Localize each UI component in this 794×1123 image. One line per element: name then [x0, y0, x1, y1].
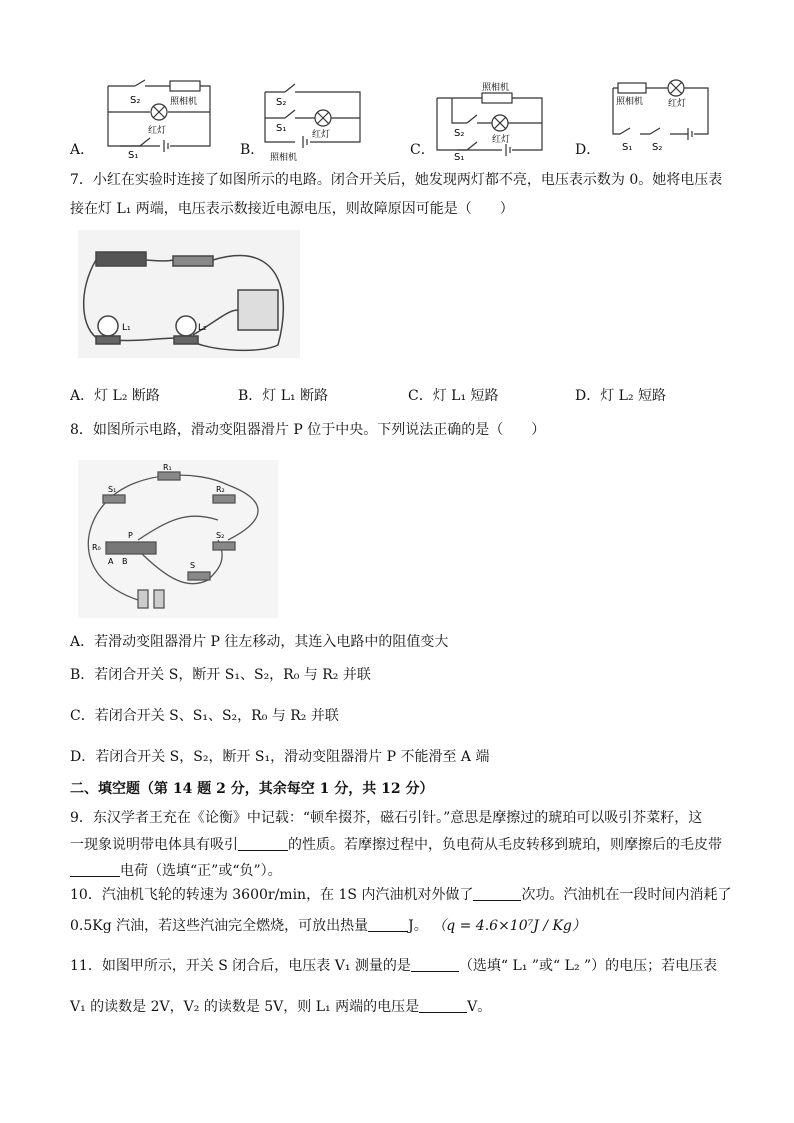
q8-photo-r0: R₀: [92, 543, 101, 552]
q11-line2: [70, 997, 491, 1017]
q10-line2-a: 0.5Kg 汽油，若这些汽油完全燃烧，可放出热量: [70, 918, 369, 934]
q11-line2-a: V₁ 的读数是 2V，V₂ 的读数是 5V，则 L₁ 两端的电压是: [70, 999, 420, 1015]
q9-line3-text: 电荷（选填“正”或“负”）。: [120, 863, 282, 879]
q6b-lamp: 红灯: [312, 130, 331, 140]
q6a-s1: S₁: [128, 150, 139, 161]
q8-photo-r2: R₂: [216, 485, 225, 494]
q6-circuit-a: [100, 76, 215, 161]
q6c-s2: S₂: [454, 128, 465, 139]
q10-line1-a: 10．汽油机飞轮的转速为 3600r/min，在 1S 内汽油机对外做了: [70, 887, 474, 903]
q11-line1-a: 11．如图甲所示，开关 S 闭合后，电压表 V₁ 测量的是: [70, 958, 411, 974]
q9-blank-2[interactable]: [70, 862, 120, 877]
q6d-s2: S₂: [652, 142, 663, 153]
q9-line2-b: 的性质。若摩擦过程中，负电荷从毛皮转移到琥珀，则摩擦后的毛皮带: [288, 837, 722, 853]
q7-stem-line2: 接在灯 L₁ 两端，电压表示数接近电源电压，则故障原因可能是（ ）: [70, 201, 514, 217]
q10-blank-1[interactable]: [473, 886, 521, 901]
q9-line2-a: 一现象说明带电体具有吸引: [70, 837, 238, 853]
q8-photo-s1: S₁: [108, 485, 117, 494]
q10-blank-2[interactable]: [368, 917, 408, 932]
q8-photo-p: P: [128, 531, 133, 540]
q8-circuit-photo: [78, 460, 278, 618]
q6b-s1: S₁: [276, 123, 287, 134]
q6-option-d: D．: [575, 142, 601, 158]
q10-line2-b: J。: [408, 918, 428, 934]
q6-circuit-b: [260, 80, 365, 163]
q7-circuit-photo: [78, 230, 300, 358]
q10-line1-b: 次功。汽油机在一段时间内消耗了: [521, 887, 732, 903]
section2-heading: 二、填空题（第 14 题 2 分，其余每空 1 分，共 12 分）: [70, 781, 434, 797]
q8-photo-a: A: [108, 557, 114, 566]
q9-line1: 9．东汉学者王充在《论衡》中记载：“顿牟掇芥，磁石引针。”意思是摩擦过的琥珀可以吸引芥菜籽，这: [70, 810, 703, 826]
q8-photo-r1: R₁: [163, 463, 172, 472]
q6d-s1: S₁: [622, 142, 633, 153]
q6-option-a: A．: [70, 142, 95, 158]
q8-option-d: D．若闭合开关 S，S₂，断开 S₁，滑动变阻器滑片 P 不能滑至 A 端: [70, 749, 490, 765]
q6a-s2: S₂: [130, 95, 141, 106]
q11-line1-b: （选填“ L₁ ”或“ L₂ ”）的电压；若电压表: [458, 958, 718, 974]
q6-option-b: B．: [240, 142, 265, 158]
q6-circuit-c: [432, 78, 547, 163]
q6-circuit-d: [608, 72, 713, 157]
q6d-camera: 照相机: [616, 97, 644, 107]
q6b-camera: 照相机: [270, 153, 298, 163]
q8-stem: 8．如图所示电路，滑动变阻器滑片 P 位于中央。下列说法正确的是（ ）: [70, 422, 546, 438]
q6d-lamp: 红灯: [668, 99, 687, 109]
q7-option-a: A．灯 L₂ 断路: [70, 388, 160, 404]
q8-photo-s: S: [190, 561, 196, 570]
q8-photo-b: B: [122, 557, 128, 566]
q7-photo-l1: L₁: [122, 323, 131, 333]
q9-blank-1[interactable]: [238, 836, 288, 851]
q10-formula: （q = 4.6×10⁷J / Kg）: [432, 918, 586, 934]
q7-option-d: D．灯 L₂ 短路: [575, 388, 667, 404]
q6-diagram-row: [70, 68, 730, 163]
q11-blank-1[interactable]: [411, 957, 459, 972]
q7-stem-line1: 7．小红在实验时连接了如图所示的电路。闭合开关后，她发现两灯都不亮，电压表示数为 0。她将电压表: [70, 172, 723, 188]
q8-option-a: A．若滑动变阻器滑片 P 往左移动，其连入电路中的阻值变大: [70, 634, 449, 650]
q11-blank-2[interactable]: [419, 998, 467, 1013]
q9-line2: [70, 835, 722, 855]
q6c-camera: 照相机: [482, 83, 510, 93]
q11-line2-b: V。: [467, 999, 492, 1015]
q10-line2: [70, 916, 586, 936]
q6a-camera: 照相机: [170, 97, 198, 107]
q9-line3: [70, 861, 282, 881]
q8-photo-s2: S₂: [216, 531, 225, 540]
q11-line1: [70, 956, 717, 976]
q7-option-c: C．灯 L₁ 短路: [408, 388, 499, 404]
q7-photo-l2: L₂: [198, 323, 207, 333]
q8-option-c: C．若闭合开关 S、S₁、S₂，R₀ 与 R₂ 并联: [70, 708, 339, 724]
q6-option-c: C．: [410, 142, 435, 158]
q10-line1: [70, 885, 731, 905]
q7-option-b: B．灯 L₁ 断路: [238, 388, 329, 404]
q6b-s2: S₂: [276, 97, 287, 108]
q6c-s1: S₁: [454, 152, 465, 163]
q6c-lamp: 红灯: [492, 135, 511, 145]
q6a-lamp: 红灯: [148, 126, 167, 136]
q8-option-b: B．若闭合开关 S，断开 S₁、S₂，R₀ 与 R₂ 并联: [70, 667, 371, 683]
